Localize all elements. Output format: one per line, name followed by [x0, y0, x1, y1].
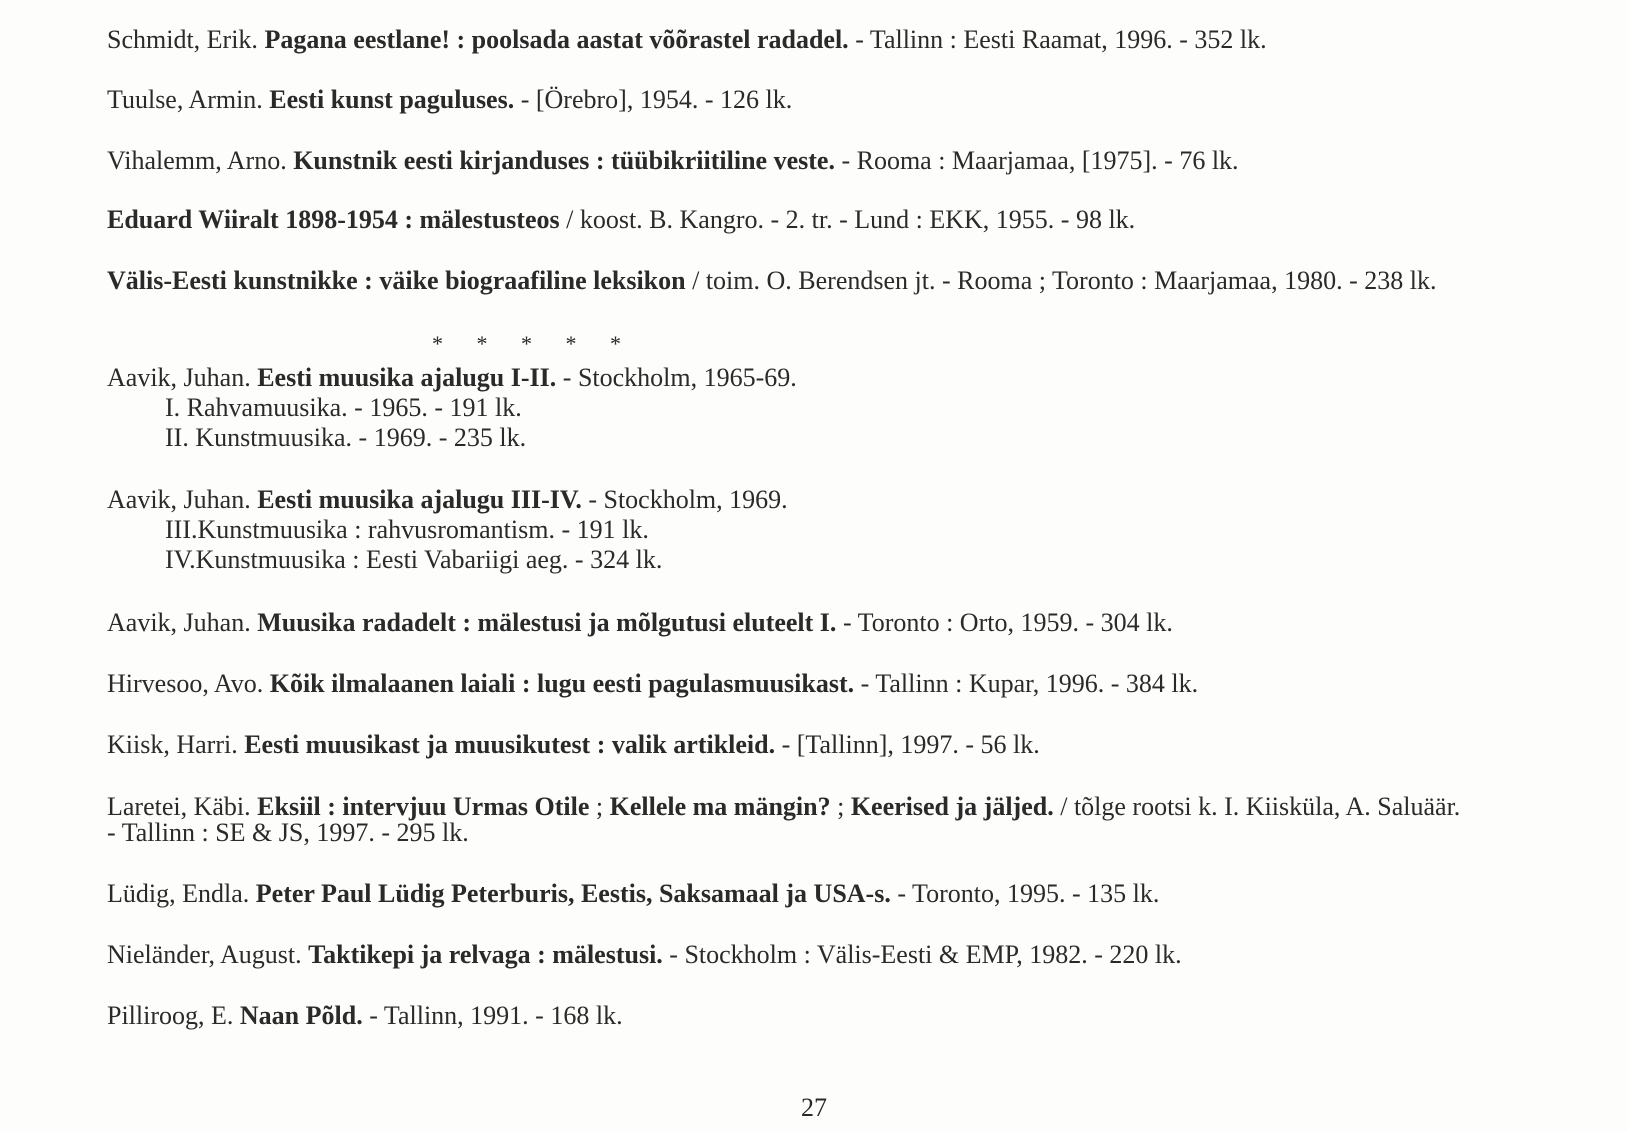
bibliography-entry: Aavik, Juhan. Muusika radadelt : mälestusi ja mõlgutusi eluteelt I. - Toronto : Orto, 1959. - 304 lk.	[107, 608, 1173, 637]
bibliography-entry: Pilliroog, E. Naan Põld. - Tallinn, 1991. - 168 lk.	[107, 1001, 623, 1030]
bibliography-entry: Kiisk, Harri. Eesti muusikast ja muusikutest : valik artikleid. - [Tallinn], 1997. - 56 lk.	[107, 730, 1040, 759]
bibliography-entry: Aavik, Juhan. Eesti muusika ajalugu III-IV. - Stockholm, 1969.	[107, 485, 788, 514]
volume-line: I. Rahvamuusika. - 1965. - 191 lk.	[165, 393, 522, 422]
volume-line: IV.Kunstmuusika : Eesti Vabariigi aeg. - 324 lk.	[165, 545, 663, 574]
bibliography-entry: Schmidt, Erik. Pagana eestlane! : poolsada aastat võõrastel radadel. - Tallinn : Eesti Raamat, 1996. - 352 lk.	[107, 25, 1267, 54]
bibliography-entry: Laretei, Käbi. Eksiil : intervjuu Urmas Otile ; Kellele ma mängin? ; Keerised ja jäljed. / tõlge rootsi k. I. Kiisküla, A. Saluäär.	[107, 792, 1461, 821]
page-number: 27	[801, 1093, 827, 1122]
bibliography-entry: Nieländer, August. Taktikepi ja relvaga : mälestusi. - Stockholm : Välis-Eesti & EMP, 1982. - 220 lk.	[107, 940, 1182, 969]
bibliography-entry: Hirvesoo, Avo. Kõik ilmalaanen laiali : lugu eesti pagulasmuusikast. - Tallinn : Kupar, 1996. - 384 lk.	[107, 669, 1199, 698]
bibliography-entry-continuation: - Tallinn : SE & JS, 1997. - 295 lk.	[107, 818, 469, 847]
volume-line: III.Kunstmuusika : rahvusromantism. - 191 lk.	[165, 515, 649, 544]
bibliography-entry: Lüdig, Endla. Peter Paul Lüdig Peterburis, Eestis, Saksamaal ja USA-s. - Toronto, 1995. - 135 lk.	[107, 879, 1160, 908]
volume-line: II. Kunstmuusika. - 1969. - 235 lk.	[165, 423, 527, 452]
section-separator: * * * * *	[432, 331, 635, 356]
bibliography-entry: Eduard Wiiralt 1898-1954 : mälestusteos / koost. B. Kangro. - 2. tr. - Lund : EKK, 1955. - 98 lk.	[107, 205, 1136, 234]
bibliography-entry: Vihalemm, Arno. Kunstnik eesti kirjanduses : tüübikriitiline veste. - Rooma : Maarjamaa, [1975]. - 76 lk.	[107, 146, 1239, 175]
bibliography-entry: Välis-Eesti kunstnikke : väike biograafiline leksikon / toim. O. Berendsen jt. - Rooma ; Toronto : Maarjamaa, 1980. - 238 lk.	[107, 266, 1437, 295]
bibliography-entry: Tuulse, Armin. Eesti kunst paguluses. - [Örebro], 1954. - 126 lk.	[107, 85, 793, 114]
bibliography-entry: Aavik, Juhan. Eesti muusika ajalugu I-II. - Stockholm, 1965-69.	[107, 363, 797, 392]
